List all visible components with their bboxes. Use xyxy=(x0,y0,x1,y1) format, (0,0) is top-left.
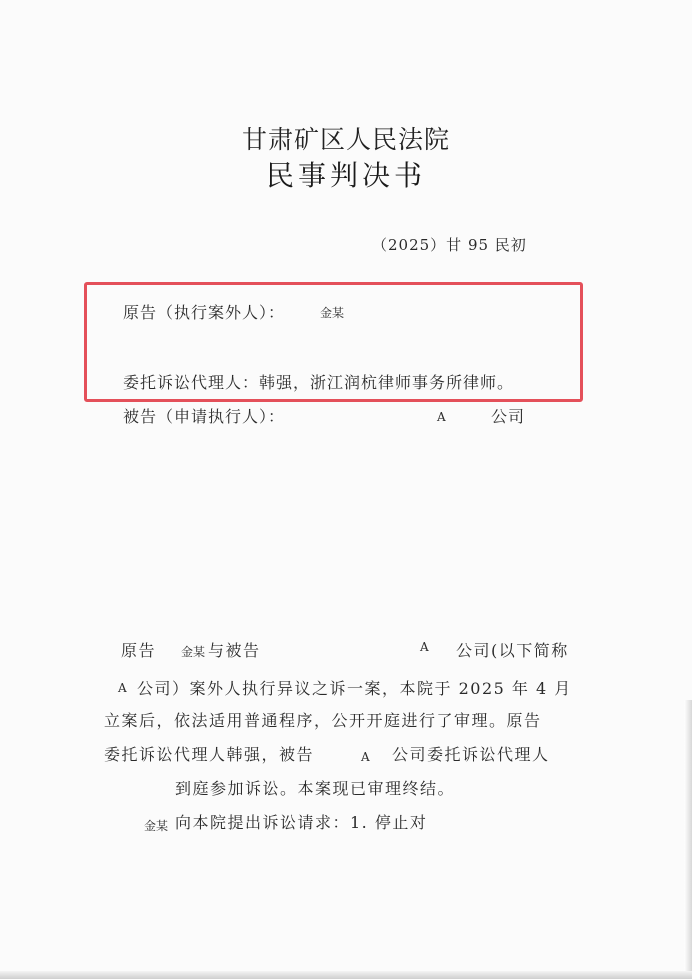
case-number: （2025）甘 95 民初 xyxy=(372,236,527,254)
defendant-company: 公司 xyxy=(491,407,526,426)
plaintiff-name: 金某 xyxy=(320,306,345,320)
agent-line: 委托诉讼代理人：韩强，浙江润杭律师事务所律师。 xyxy=(123,373,515,392)
defendant-redacted-a: A xyxy=(437,410,446,424)
body-line-6-name: 金某 xyxy=(144,819,169,833)
body-line-2: 公司）案外人执行异议之诉一案，本院于 2025 年 4 月 xyxy=(137,679,572,698)
body-line-5: 到庭参加诉讼。本案现已审理终结。 xyxy=(175,779,456,798)
defendant-label: 被告（申请执行人）： xyxy=(123,407,286,426)
body-line-2-redacted: A xyxy=(118,681,127,695)
document-title: 民事判决书 xyxy=(265,159,426,192)
body-line-1-name: 金某 xyxy=(181,645,206,659)
body-line-1-end: 公司(以下简称 xyxy=(456,641,569,660)
body-line-1-redacted: A xyxy=(420,640,429,654)
body-line-4-start: 委托诉讼代理人韩强，被告 xyxy=(104,745,315,764)
body-line-1-start: 原告 xyxy=(121,641,157,660)
body-line-3: 立案后，依法适用普通程序，公开开庭进行了审理。原告 xyxy=(104,711,542,730)
body-line-4-redacted: A xyxy=(361,750,370,764)
body-line-6: 向本院提出诉讼请求：1. 停止对 xyxy=(175,813,428,832)
page-edge-shadow-bottom xyxy=(0,971,692,979)
body-line-1-mid: 与被告 xyxy=(208,641,261,660)
body-line-4-end: 公司委托诉讼代理人 xyxy=(392,745,550,764)
court-name: 甘肃矿区人民法院 xyxy=(241,125,450,154)
page-edge-shadow-right xyxy=(684,700,692,979)
plaintiff-label: 原告（执行案外人）： xyxy=(123,303,286,322)
